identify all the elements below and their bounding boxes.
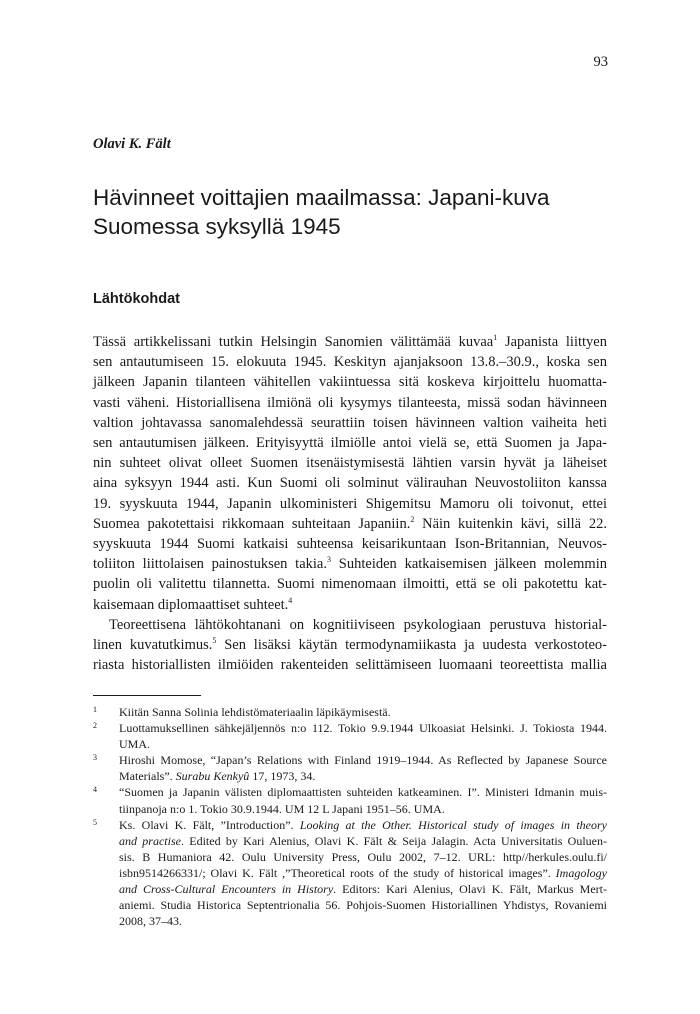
body-line: Teoreettisena lähtökohtanani on kognitiiviseen psykologiaan perustuva historial- — [109, 616, 607, 633]
body-line: kaisemaan diplomaattiset suhteet.$^4$ — [93, 595, 293, 613]
footnote-ref: 5 — [212, 636, 217, 646]
footnote-text: “Suomen ja Japanin välisten diplomaattisten suhteiden katkeaminen. I”. Ministeri Idmanin muis- — [119, 785, 607, 800]
section-heading: Lähtökohdat — [93, 291, 180, 307]
body-text — [93, 332, 607, 675]
title-line: Hävinneet voittajien maailmassa: Japani-kuva — [93, 185, 550, 210]
footnote-number: 5 — [93, 817, 97, 827]
footnote-text: and Cross-Cultural Encounters in History. Editors: Kari Alenius, Olavi K. Fält, Markus Mert- — [119, 882, 608, 897]
footnote — [93, 784, 607, 816]
title-line: Suomessa syksyllä 1945 — [93, 214, 341, 239]
footnote-text: Kiitän Sanna Solinia lehdistömateriaalin läpikäymisestä. — [119, 705, 391, 719]
footnote-text: Materials”. Surabu Kenkyû 17, 1973, 34. — [119, 769, 316, 784]
footnote — [93, 817, 607, 930]
footnotes — [93, 704, 607, 929]
footnote-text: 2008, 37–43. — [119, 914, 182, 929]
body-line: riasta historiallisten ilmiöiden rakenteiden selittämiseen luomaani teoreettista mallia — [93, 657, 607, 674]
body-line: nin suhteet olivat olleet Suomen itsenäistymisestä lähtien varsin hyvät ja läheiset — [93, 455, 607, 472]
footnote-ref: 1 — [493, 333, 498, 342]
footnote-text: sis. B Humaniora 42. Oulu University Press, Oulu 2002, 7–12. URL: http//herkules.oulu.fi/ — [119, 849, 607, 864]
body-line: sen antautumisen jälkeen. Erityisyyttä ilmiölle antoi vielä se, että Suomen ja Japa- — [93, 435, 607, 452]
footnote-text: Luottamuksellinen sähkejäljennös n:o 112. Tokio 9.9.1944 Ulkoasiat Helsinki. J. Tokiosta 1944. — [119, 721, 607, 736]
body-line: 19. syyskuuta 1944, Japanin ulkoministeri Shigemitsu Mamoru oli toivonut, ettei — [93, 495, 607, 512]
footnote-number: 3 — [93, 753, 97, 763]
footnote — [93, 704, 607, 720]
body-line: toliiton liittolaisen painostuksen takia.$^3$ Suhteiden katkaisemisen jälkeen molemmin — [93, 555, 607, 573]
footnote-divider — [93, 695, 201, 696]
body-line: aina syksyyn 1944 asti. Kun Suomi oli solminut välirauhan Neuvostoliiton kanssa — [93, 475, 607, 492]
body-line: linen kuvatutkimus.$^5$ Sen lisäksi käytän termodynamiikasta ja uudesta verkostoteo- — [93, 636, 607, 654]
body-line: vasti väheni. Historiallisena ilmiönä oli kysymys tilanteesta, missä sodan hävinneen — [93, 394, 607, 411]
body-line: jälkeen Japanin tilanteen vähitellen vakiintuessa sitä koskeva kirjoittelu huomatta- — [93, 374, 607, 391]
footnote-text: isbn9514266331/; Olavi K. Fält ,”Theoretical roots of the study of historical images”. Imagology — [119, 865, 607, 880]
footnote-text: and practise. Edited by Kari Alenius, Olavi K. Fält & Seija Jalagin. Acta Universitatis Ouluen- — [119, 833, 607, 848]
body-line: syyskuuta 1944 Suomi katkaisi suhteensa keisarikuntaan Ison-Britannian, Neuvos- — [93, 536, 607, 553]
body-line: valtion johtavassa sanomalehdessä seurattiin toisen hävinneen valtion vaiheita heti — [93, 414, 607, 431]
footnote-text: tiinpanoja n:o 1. Tokio 30.9.1944. UM 12 L Japani 1951–56. UMA. — [119, 801, 445, 816]
author-name: Olavi K. Fält — [93, 136, 171, 152]
body-line: puolin oli valitettu tilannetta. Suomi nimenomaan ilmoitti, että se oli pakotettu kat- — [93, 576, 607, 593]
footnote-ref: 3 — [327, 555, 331, 565]
footnote-ref: 4 — [288, 595, 293, 605]
footnote-number: 4 — [93, 785, 97, 795]
footnote-number: 2 — [93, 721, 97, 731]
footnote-text: Hiroshi Momose, “Japan’s Relations with Finland 1919–1944. As Reflected by Japanese Source — [119, 753, 607, 768]
body-line: Tässä artikkelissani tutkin Helsingin Sanomien välittämää kuvaa$^1$ Japanista liittyen — [93, 333, 607, 350]
footnote — [93, 752, 607, 784]
footnote — [93, 720, 607, 752]
footnote-number: 1 — [93, 705, 97, 714]
article-title — [93, 183, 613, 241]
page-number: 93 — [593, 54, 608, 70]
footnote-ref: 2 — [410, 514, 415, 524]
footnote-text: Ks. Olavi K. Fält, ”Introduction”. Looking at the Other. Historical study of images in theory — [119, 817, 607, 832]
footnote-text: aniemi. Studia Historica Septentrionalia 56. Pohjois-Suomen Historiallinen Yhdistys, Rovaniemi — [119, 898, 607, 913]
body-line: sen antautumiseen 15. elokuuta 1945. Keskityn ajanjaksoon 13.8.–30.9., koska sen — [93, 354, 607, 371]
footnote-text: UMA. — [119, 737, 151, 752]
body-line: Suomea pakotettaisi rikkomaan suhteitaan Japaniin.$^2$ Näin kuitenkin kävi, sillä 22. — [93, 514, 607, 532]
